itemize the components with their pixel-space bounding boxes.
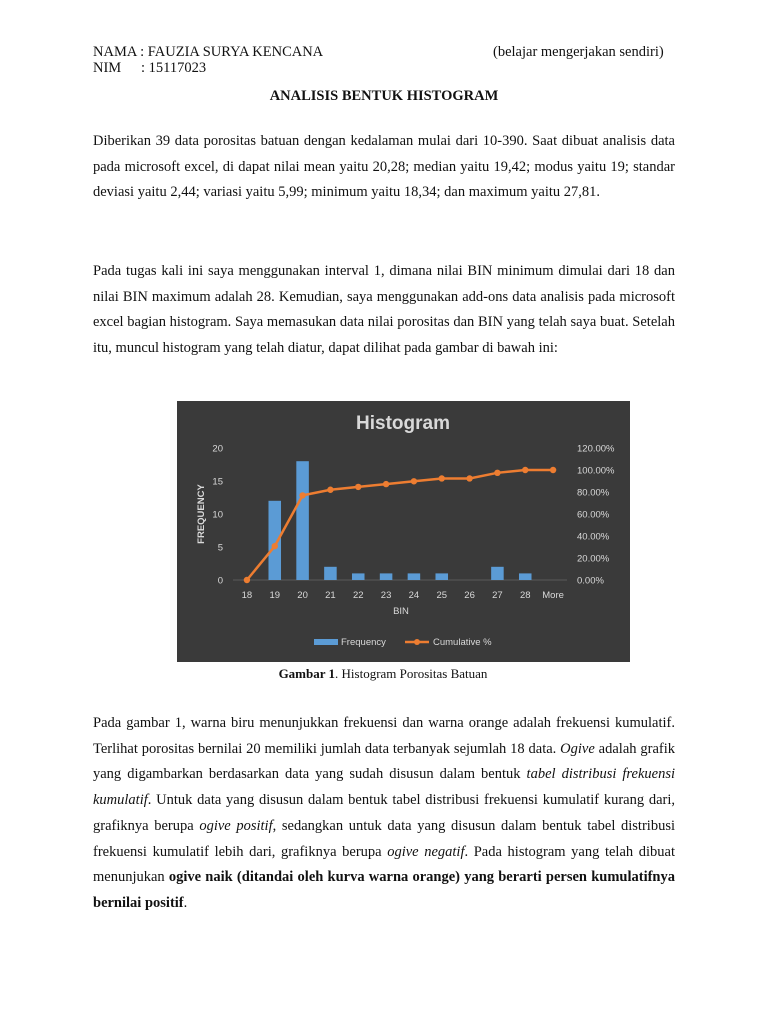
y-tick-label: 5	[217, 542, 223, 554]
page-title: ANALISIS BENTUK HISTOGRAM	[269, 88, 499, 104]
x-tick-label: 27	[492, 590, 503, 601]
para3-text-3: . Untuk data yang disusun dalam bentuk tabel distribusi frekuensi kumulatif kurang dari, grafiknya berupa	[93, 792, 675, 834]
y2-tick-label: 0.00%	[577, 575, 604, 587]
y2-tick-label: 80.00%	[577, 487, 610, 499]
x-tick-label: More	[542, 590, 564, 601]
cumulative-point-23	[383, 481, 389, 487]
paragraph-3	[93, 711, 675, 917]
y2-tick-label: 20.00%	[577, 553, 610, 565]
x-tick-label: 28	[519, 590, 531, 601]
x-tick-label: 19	[269, 590, 281, 601]
y-axis-label: FREQUENCY	[196, 484, 207, 544]
x-axis-label: BIN	[393, 606, 409, 617]
x-tick-label: 25	[436, 590, 448, 601]
figure-caption	[73, 666, 693, 682]
para3-ogive-positif: ogive positif	[199, 817, 273, 834]
caption-text: . Histogram Porositas Batuan	[335, 666, 488, 681]
legend-frequency-swatch	[314, 639, 338, 645]
cumulative-point-22	[355, 484, 361, 490]
caption-label: Gambar 1	[278, 666, 336, 681]
para3-text-4: , sedangkan untuk data yang disusun dalam bentuk tabel distribusi frekuensi kumulatif lebih dari, grafiknya berupa	[93, 817, 675, 860]
bar-22	[352, 573, 365, 580]
bar-24	[408, 573, 421, 580]
nim-value: : 15117023	[141, 60, 207, 76]
y-tick-label: 0	[217, 575, 223, 587]
chart-background	[177, 401, 630, 662]
para3-bold: ogive naik (ditandai oleh kurva warna orange) yang berarti persen kumulatifnya bernilai positif	[93, 869, 675, 911]
cumulative-point-24	[411, 478, 417, 484]
cumulative-point-25	[439, 475, 445, 481]
bar-23	[380, 573, 393, 580]
para3-ogive-negatif: ogive negatif	[387, 843, 465, 860]
y-tick-label: 15	[212, 476, 223, 488]
y-tick-label: 10	[212, 509, 223, 521]
nim-label: NIM	[93, 60, 122, 76]
x-tick-label: 20	[297, 590, 308, 601]
cumulative-point-19	[272, 543, 278, 549]
para3-text-5: . Pada histogram yang telah dibuat menunjukan	[93, 843, 675, 886]
legend-cumulative-label: Cumulative %	[433, 637, 492, 648]
para3-text-6: .	[183, 894, 188, 911]
cumulative-point-27	[494, 470, 500, 476]
y2-tick-label: 100.00%	[577, 465, 615, 477]
bar-25	[435, 573, 448, 580]
para3-ogive: Ogive	[560, 740, 595, 757]
histogram-chart	[177, 401, 630, 662]
para3-tabel: tabel distribusi frekuensi kumulatif	[93, 766, 675, 809]
cumulative-point-more	[550, 467, 556, 473]
cumulative-point-26	[466, 475, 472, 481]
student-name: NAMA : FAUZIA SURYA KENCANA	[93, 44, 324, 60]
paragraph-2: Pada tugas kali ini saya menggunakan interval 1, dimana nilai BIN minimum dimulai dari 18 dan nilai BIN maximum adalah 28. Kemudian, saya menggunakan add-ons data analisis pada microsoft excel bagian histogram. Saya memasukan data nilai porositas dan BIN yang telah saya buat. Setelah itu, muncul histogram yang telah diatur, dapat dilihat pada gambar di bawah ini:	[93, 263, 675, 357]
header-note: (belajar mengerjakan sendiri)	[493, 44, 664, 60]
x-tick-label: 26	[464, 590, 475, 601]
x-tick-label: 23	[380, 590, 392, 601]
chart-title: Histogram	[356, 413, 450, 434]
bar-21	[324, 567, 337, 580]
bar-27	[491, 567, 504, 580]
cumulative-point-18	[244, 577, 250, 583]
y2-tick-label: 120.00%	[577, 443, 615, 455]
x-tick-label: 24	[408, 590, 420, 601]
bar-28	[519, 573, 532, 580]
legend-frequency-label: Frequency	[341, 637, 386, 648]
x-tick-label: 22	[352, 590, 364, 601]
y2-tick-label: 40.00%	[577, 531, 610, 543]
cumulative-point-28	[522, 467, 528, 473]
chart-svg	[177, 401, 630, 662]
x-tick-label: 21	[325, 590, 336, 601]
legend-cumulative-marker	[414, 639, 420, 645]
y-tick-label: 20	[212, 443, 223, 455]
paragraph-1: Diberikan 39 data porositas batuan dengan kedalaman mulai dari 10-390. Saat dibuat analisis data pada microsoft excel, di dapat nilai mean yaitu 20,28; median yaitu 19,42; modus yaitu 19; standar deviasi yaitu 2,44; variasi yaitu 5,99; minimum yaitu 18,34; dan maximum yaitu 27,81.	[93, 133, 675, 201]
para3-text-2: adalah grafik yang digambarkan berdasarkan data yang sudah disusun dalam bentuk	[93, 740, 675, 783]
cumulative-point-20	[299, 492, 305, 498]
x-tick-label: 18	[241, 590, 253, 601]
para3-text-1: Pada gambar 1, warna biru menunjukkan frekuensi dan warna orange adalah frekuensi kumulatif. Terlihat porositas bernilai 20 memiliki jumlah data terbanyak sejumlah 18 data.	[93, 715, 675, 757]
bar-20	[296, 461, 309, 580]
y2-tick-label: 60.00%	[577, 509, 610, 521]
cumulative-point-21	[327, 487, 333, 493]
